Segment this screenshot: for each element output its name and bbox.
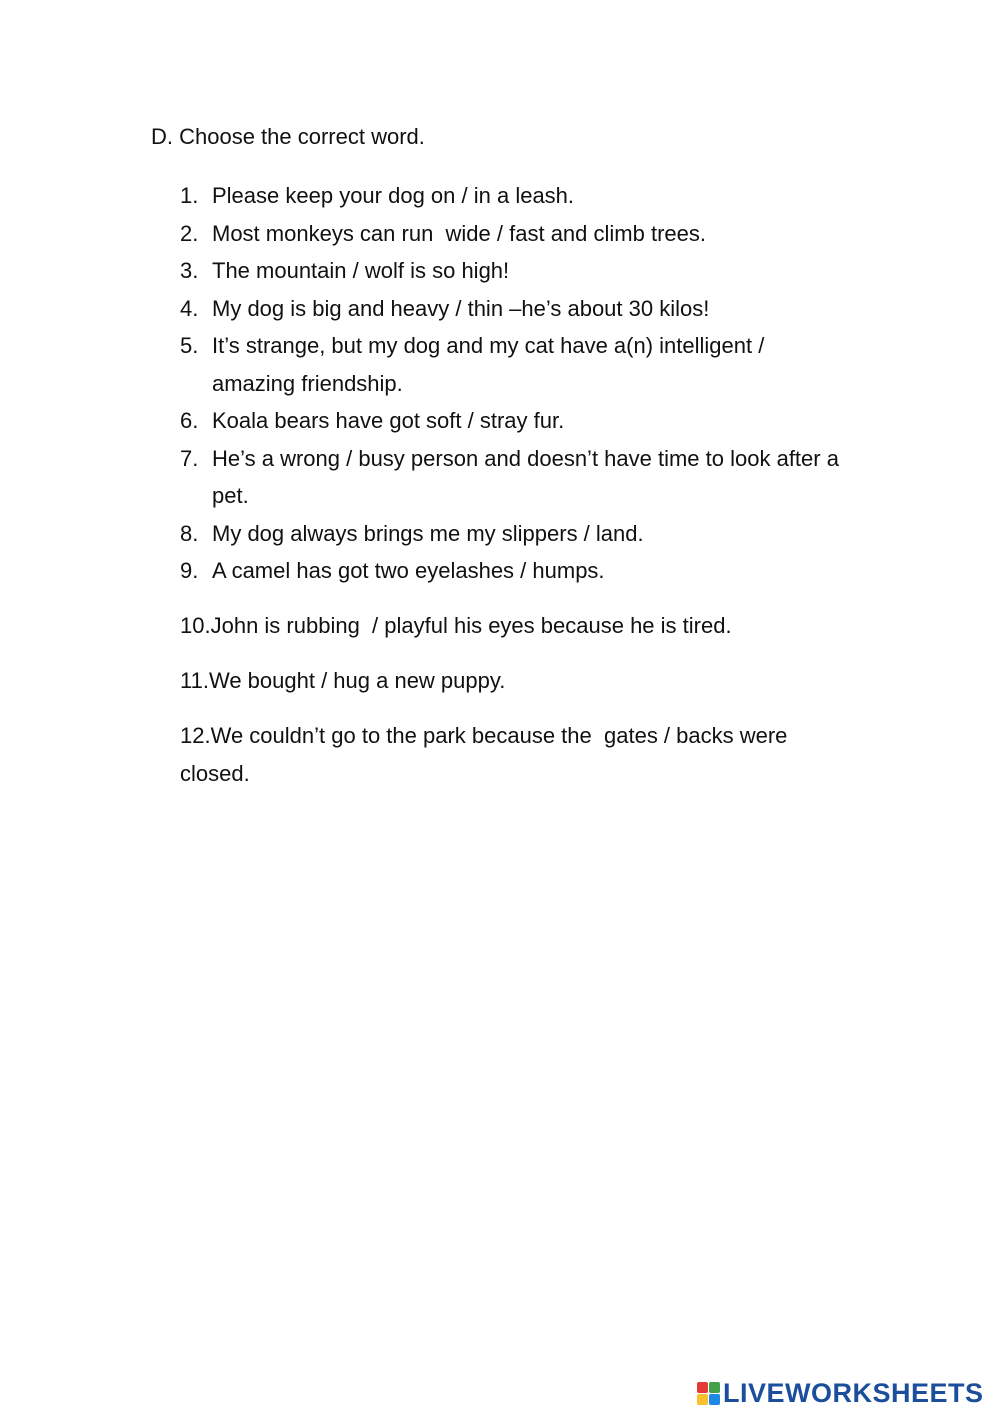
item-text: We bought / hug a new puppy.: [208, 667, 506, 693]
logo-mark-icon: [697, 1382, 720, 1405]
item-text: Please keep your dog on / in a leash.: [212, 183, 575, 208]
item-number: 9.: [180, 558, 199, 583]
exercise-list: [180, 177, 860, 793]
item-number: 8.: [180, 520, 199, 546]
list-item: [180, 717, 810, 793]
item-text: John is rubbing / playful his eyes because he is tired.: [210, 612, 732, 638]
item-number: 12.: [180, 722, 211, 748]
logo-square-green: [709, 1382, 720, 1393]
item-number: 5.: [180, 333, 199, 358]
item-number: 10.: [180, 612, 211, 638]
list-item: [180, 290, 860, 328]
item-text: My dog is big and heavy / thin –he’s about 30 kilos!: [212, 295, 710, 321]
item-text: He’s a wrong / busy person and doesn’t have time to look after a pet.: [212, 445, 839, 508]
list-item: [180, 515, 860, 553]
item-text: Most monkeys can run wide / fast and climb trees.: [212, 220, 706, 246]
logo-square-red: [697, 1382, 708, 1393]
item-number: 4.: [180, 295, 199, 321]
liveworksheets-logo: [697, 1378, 984, 1408]
item-text: It’s strange, but my dog and my cat have a(n) intelligent / amazing friendship.: [212, 333, 765, 396]
item-number: 6.: [180, 408, 199, 433]
item-text: The mountain / wolf is so high!: [212, 258, 510, 283]
item-text: A camel has got two eyelashes / humps.: [212, 558, 605, 583]
logo-square-blue: [709, 1394, 720, 1405]
list-item: [180, 215, 860, 253]
item-number: 7.: [180, 445, 199, 471]
list-item: [180, 440, 842, 515]
logo-text: LIVEWORKSHEETS: [723, 1377, 984, 1408]
list-item: [180, 327, 840, 402]
list-item: [180, 662, 860, 700]
list-item: [180, 402, 860, 440]
item-number: 1.: [180, 183, 199, 208]
item-text: My dog always brings me my slippers / land.: [212, 520, 644, 546]
item-text: We couldn’t go to the park because the gates / backs were closed.: [180, 722, 794, 786]
item-number: 11.: [180, 667, 209, 693]
exercise-heading: D. Choose the correct word.: [151, 124, 425, 149]
item-number: 3.: [180, 258, 199, 283]
item-number: 2.: [180, 220, 199, 246]
list-item: [180, 552, 860, 590]
item-text: Koala bears have got soft / stray fur.: [212, 408, 565, 433]
list-item: [180, 252, 860, 290]
list-item: [180, 177, 860, 215]
logo-square-yellow: [697, 1394, 708, 1405]
list-item: [180, 607, 860, 645]
